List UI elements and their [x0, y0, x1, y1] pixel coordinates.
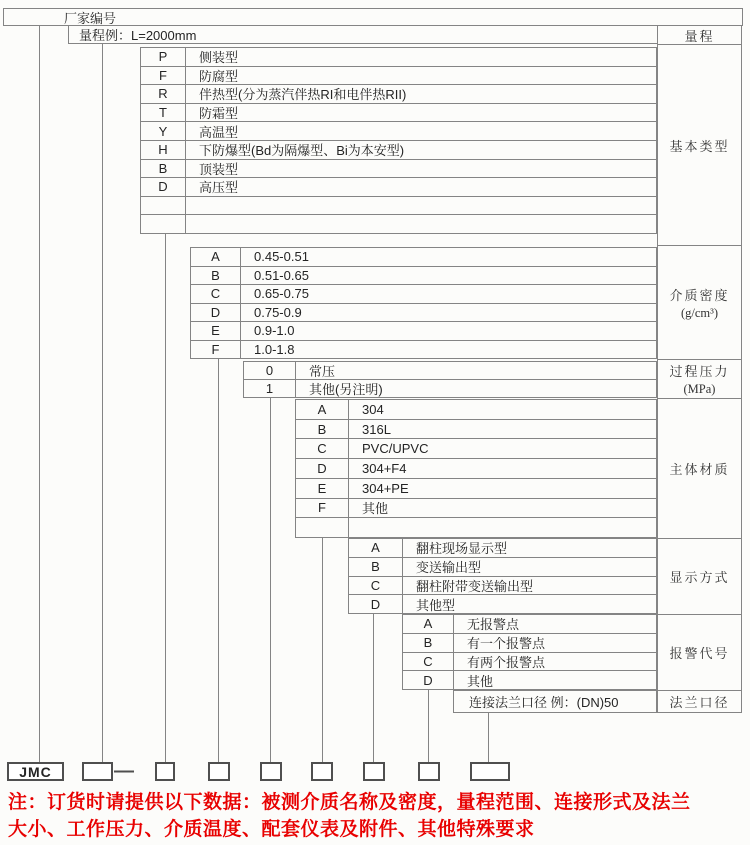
option-desc: PVC/UPVC: [362, 441, 429, 457]
connector-range: [102, 44, 103, 762]
option-code: B: [191, 267, 241, 285]
option-desc: 其他(另注明): [309, 382, 383, 397]
option-code: F: [296, 499, 349, 518]
option-desc: 其他: [362, 501, 389, 517]
option-code: D: [191, 304, 241, 322]
connector-basic-type: [165, 234, 166, 762]
table-row: [403, 633, 656, 652]
option-desc: 伴热型(分为蒸汽伴热RI和电伴热RII): [199, 87, 407, 103]
option-desc: 翻柱附带变送输出型: [416, 578, 534, 594]
connector-alarm-code: [428, 690, 429, 762]
option-code: R: [141, 85, 186, 103]
option-desc: 常压: [309, 364, 336, 379]
option-code: [141, 197, 186, 215]
table-row: [244, 362, 656, 379]
table-row: [296, 478, 656, 498]
section-alarm-code: [402, 614, 657, 690]
option-desc: 高温型: [199, 124, 239, 140]
option-code: E: [296, 479, 349, 498]
option-code: A: [349, 539, 403, 557]
option-code: C: [403, 653, 454, 671]
option-desc: 304: [362, 401, 384, 417]
table-row: [244, 379, 656, 397]
section-display-mode: [348, 538, 657, 614]
option-code: D: [141, 178, 186, 196]
table-row: [141, 140, 656, 159]
option-code: F: [141, 67, 186, 85]
option-desc: 0.45-0.51: [254, 249, 309, 265]
table-row: [296, 458, 656, 478]
code-box-density: [208, 762, 230, 781]
option-code: [296, 518, 349, 537]
option-code: A: [191, 248, 241, 266]
option-code: A: [296, 400, 349, 419]
option-code: C: [349, 577, 403, 595]
table-row: [141, 159, 656, 178]
option-desc: [349, 518, 656, 537]
table-row: [141, 66, 656, 85]
option-code: C: [191, 285, 241, 303]
table-row: [403, 615, 656, 633]
option-code: B: [403, 634, 454, 652]
option-desc: 0.65-0.75: [254, 286, 309, 302]
range-example-row: [68, 25, 658, 44]
table-row: [349, 594, 656, 613]
table-row: [191, 266, 656, 285]
table-row: [191, 321, 656, 340]
manufacturer-code-row: [3, 8, 743, 26]
connector-pressure: [270, 398, 271, 762]
table-row: [296, 400, 656, 419]
table-row: [141, 214, 656, 233]
table-row: [191, 248, 656, 266]
option-desc: 其他型: [416, 597, 456, 613]
option-code: B: [349, 558, 403, 576]
pressure-unit: (MPa): [683, 382, 716, 396]
table-row: [349, 557, 656, 576]
section-density: [190, 247, 657, 359]
connector-manufacturer: [39, 26, 40, 762]
option-desc: 无报警点: [467, 617, 520, 633]
section-material: [295, 399, 657, 538]
table-row: [141, 121, 656, 140]
code-box-alarm-code: [418, 762, 440, 781]
table-row: [191, 284, 656, 303]
ordering-note-line1: 注：订货时请提供以下数据：被测介质名称及密度，量程范围、连接形式及法兰: [8, 792, 691, 813]
option-code: B: [141, 160, 186, 178]
option-desc: 翻柱现场显示型: [416, 541, 508, 557]
option-desc: 有一个报警点: [467, 636, 546, 652]
option-code: T: [141, 104, 186, 122]
code-box-display-mode: [363, 762, 385, 781]
category-range: 量程: [684, 28, 715, 44]
model-code-separator: —: [114, 760, 134, 782]
option-code: Y: [141, 122, 186, 140]
option-desc: [186, 215, 656, 233]
option-desc: 防霜型: [199, 106, 239, 122]
connector-display-mode: [373, 614, 374, 762]
category-label-column: [657, 25, 742, 713]
table-row: [141, 48, 656, 66]
option-code: P: [141, 48, 186, 66]
option-code: 0: [244, 362, 296, 379]
section-basic-type: [140, 47, 657, 234]
option-code: D: [403, 671, 454, 689]
option-code: E: [191, 322, 241, 340]
option-desc: 防腐型: [199, 68, 239, 84]
option-desc: 下防爆型(Bd为隔爆型、Bi为本安型): [199, 143, 405, 159]
connector-density: [218, 359, 219, 762]
code-box-range: [82, 762, 113, 781]
table-row: [454, 691, 656, 712]
option-desc: 1.0-1.8: [254, 341, 295, 357]
option-desc: 变送输出型: [416, 560, 482, 576]
option-code: D: [349, 595, 403, 613]
option-desc: 316L: [362, 421, 391, 437]
option-code: 1: [244, 380, 296, 397]
option-desc: 有两个报警点: [467, 654, 546, 670]
code-box-basic-type: [155, 762, 175, 781]
option-code: F: [191, 341, 241, 359]
connector-flange: [488, 713, 489, 762]
table-row: [141, 196, 656, 215]
category-flange: 法兰口径: [658, 690, 741, 712]
table-row: [403, 670, 656, 689]
option-desc: 连接法兰口径 例：(DN)50: [469, 695, 619, 710]
option-desc: 侧装型: [199, 50, 239, 66]
option-desc: 顶装型: [199, 161, 239, 177]
option-desc: 304+F4: [362, 461, 407, 477]
option-code: [141, 215, 186, 233]
option-desc: 304+PE: [362, 480, 409, 496]
option-code: B: [296, 420, 349, 439]
option-desc: [186, 197, 656, 215]
option-code: C: [296, 439, 349, 458]
table-row: [191, 340, 656, 359]
option-code: H: [141, 141, 186, 159]
option-desc: 0.51-0.65: [254, 267, 309, 283]
density-unit: (g/cm³): [680, 305, 719, 320]
category-density: 介质密度 (g/cm³): [658, 245, 741, 359]
option-desc: 0.9-1.0: [254, 323, 295, 339]
code-box-flange: [470, 762, 510, 781]
code-box-pressure: [260, 762, 282, 781]
section-pressure: [243, 361, 657, 398]
option-desc: 0.75-0.9: [254, 304, 302, 320]
ordering-note-line2: 大小、工作压力、介质温度、配套仪表及附件、其他特殊要求: [8, 819, 535, 840]
table-row: [349, 576, 656, 595]
connector-material: [322, 538, 323, 762]
table-row: [296, 517, 656, 537]
table-row: [403, 652, 656, 671]
option-desc: 高压型: [199, 180, 239, 196]
table-row: [296, 498, 656, 518]
ordering-note: [8, 789, 746, 843]
code-box-material: [311, 762, 333, 781]
table-row: [349, 539, 656, 557]
manufacturer-code-label: 厂家编号: [64, 10, 117, 26]
category-material: 主体材质: [658, 398, 741, 538]
table-row: [296, 438, 656, 458]
model-prefix-box: JMC: [7, 762, 64, 781]
table-row: [141, 177, 656, 196]
category-alarm-code: 报警代号: [658, 614, 741, 690]
option-code: A: [403, 615, 454, 633]
category-basic-type: 基本类型: [658, 44, 741, 245]
table-row: [141, 103, 656, 122]
section-flange: [453, 690, 657, 713]
range-example-label: 量程例：L=2000mm: [79, 28, 197, 43]
category-pressure: 过程压力 (MPa): [658, 359, 741, 398]
table-row: [141, 84, 656, 103]
option-desc: 其他: [467, 673, 494, 689]
category-display-mode: 显示方式: [658, 538, 741, 614]
table-row: [191, 303, 656, 322]
table-row: [296, 419, 656, 439]
option-code: D: [296, 459, 349, 478]
